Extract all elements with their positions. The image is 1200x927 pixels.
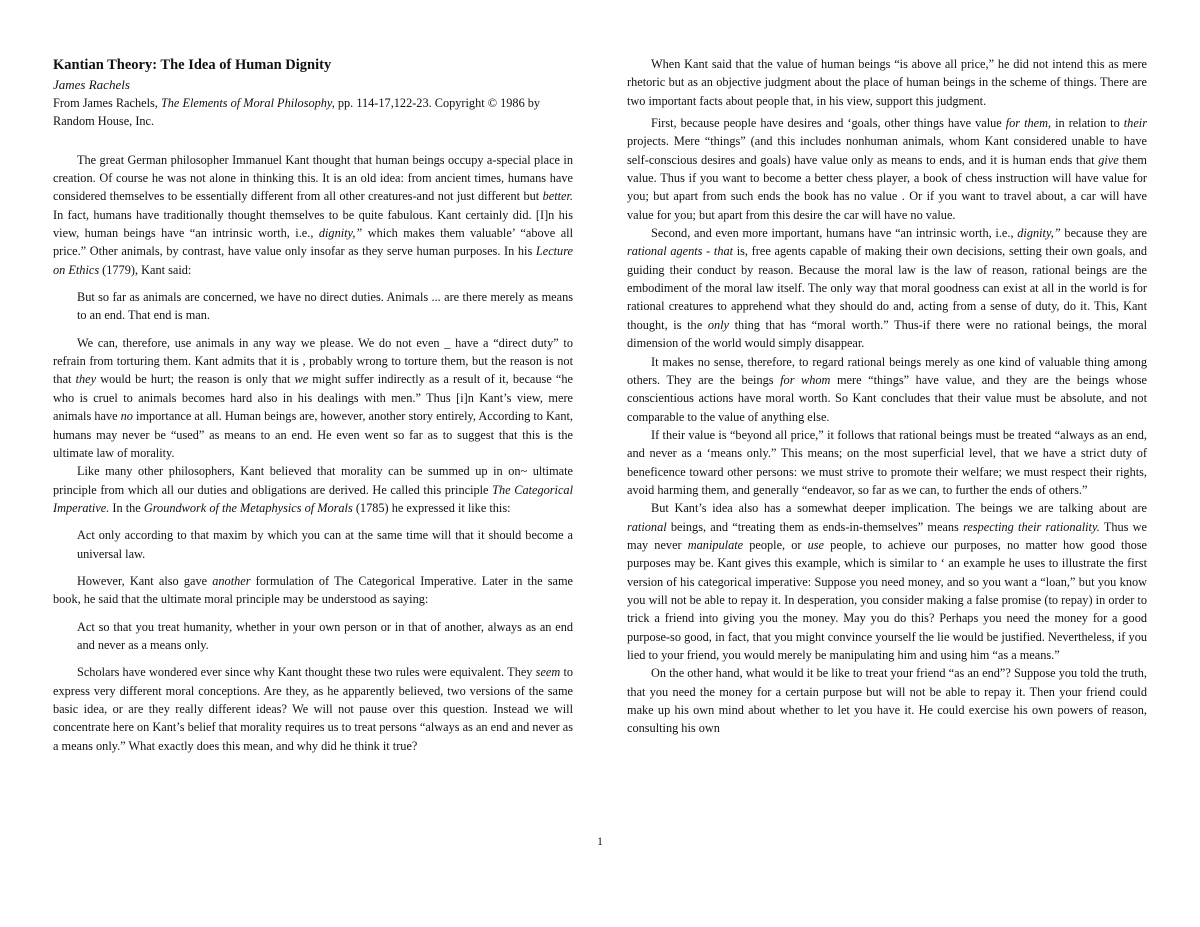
paragraph	[627, 499, 1147, 664]
source-citation	[53, 94, 573, 131]
emphasis-text: their	[1123, 116, 1147, 131]
text-run: because they are	[1060, 226, 1147, 241]
text-run: to express very different moral conceptions. Are they, as he apparently believed, two versions of the same basic idea, or are they really different ideas? We will not pause over this question. Instead we will concentrate here on Kant’s belief that morality requires us to treat persons “always as an end and never as a means only.” What exactly does this mean, and why did he think it true?	[53, 665, 574, 753]
paragraph	[53, 572, 573, 609]
text-run: thing that has “moral worth.” Thus-if there were no rational beings, the moral dimension of the world would simply disappear.	[627, 317, 1147, 351]
text-run: people, or	[743, 537, 808, 552]
paragraph	[627, 55, 1147, 110]
emphasis-text: only	[707, 317, 729, 332]
emphasis-text: manipulate	[687, 537, 744, 552]
text-run: First, because people have desires and ‘goals, other things have value	[651, 116, 1006, 131]
text-run: But Kant’s idea also has a somewhat deeper implication. The beings we are talking about are	[651, 501, 1147, 516]
block-quote: Act only according to that maxim by which you can at the same time will that it should become a universal law.	[77, 528, 573, 561]
page-number: 1	[597, 836, 603, 848]
block-quote: Act so that you treat humanity, whether in your own person or in that of another, always as an end and never as a means only.	[77, 619, 573, 652]
text-run: We can, therefore, use animals in any way we please. We do not even _ have a “direct duty” to refrain from torturing them. Kant admits that it is , probably wrong to torture them, but the reason is not that	[53, 335, 573, 387]
text-run: If their value is “beyond all price,” it follows that rational beings must be treated “always as an end, and never as a ‘means only.” This means; on the most superficial level, that we have a strict duty of beneficence toward other persons: we must strive to promote their welfare; we must respect their rights, avoid harming them, and generally “endeavor, so far as we can, to further the ends of others.”	[627, 427, 1147, 497]
paragraph	[53, 462, 573, 517]
emphasis-text: no	[120, 409, 133, 424]
emphasis-text: we	[294, 372, 309, 387]
emphasis-text: dignity,”	[318, 226, 363, 241]
text-run: them value. Thus if you want to become a better chess player, a book of chess instruction will have value for you; but apart from such ends the book has no value . Or if you want to travel about, a car will have value for you; but apart from this desire the car will have no value.	[627, 152, 1147, 222]
text-run: When Kant said that the value of human beings “is above all price,” he did not intend this as mere rhetoric but as an objective judgment about the place of human beings in the scheme of things. There are two important facts about people that, in his view, support this judgment.	[627, 57, 1147, 108]
emphasis-text: dignity,”	[1017, 226, 1061, 241]
text-run: However, Kant also gave	[77, 573, 213, 588]
left-column	[53, 55, 573, 755]
source-prefix: From James Rachels,	[53, 96, 161, 110]
text-run: would be hurt; the reason is only that	[96, 372, 295, 387]
right-column	[627, 55, 1147, 738]
source-suffix: pp. 114-17,122-23. Copyright © 1986 by Random House, Inc.	[53, 96, 541, 129]
emphasis-text: better.	[542, 189, 573, 204]
text-run: On the other hand, what would it be like to treat your friend “as an end”? Suppose you told the truth, that you need the money for a certain purpose but will not be able to repay it. Then your friend could make up his own mind about whether to let you have it. He could exercise his own powers of reason, consulting his own	[627, 666, 1147, 736]
text-run: It makes no sense, therefore, to regard rational beings merely as one kind of valuable thing among others. They are the beings	[627, 354, 1147, 387]
paragraph	[53, 334, 573, 462]
text-run: might suffer indirectly as a result of it, because “he who is cruel to animals becomes hard also in his dealings with men.” Thus [i]n Kant’s view, mere animals have	[53, 372, 573, 424]
paragraph	[53, 663, 573, 755]
text-run: importance at all. Human beings are, however, another story entirely, According to Kant, humans may never be “used” as means to an end. He even went so far as to suggest that this is the ultimate law of morality.	[53, 409, 574, 460]
text-run: is, free agents capable of making their own decisions, setting their own goals, and guiding their conduct by reason. Because the moral law is the law of reason, rational beings are the embodiment of the moral law itself. The only way that moral goodness can exist at all in the world is for rational creatures to apprehend what they should do and, acting from a sense of duty, do it. This, Kant thought, is the	[627, 244, 1147, 332]
text-run: Scholars have wondered ever since why Kant thought these two rules were equivalent. They	[77, 665, 536, 680]
text-run: formulation of The Categorical Imperative. Later in the same book, he said that the ultimate moral principle may be understood as saying:	[53, 573, 574, 607]
source-book-title: The Elements of Moral Philosophy,	[160, 96, 335, 110]
paragraph	[627, 426, 1147, 499]
emphasis-text: Lecture on Ethics	[53, 244, 573, 277]
emphasis-text: another	[212, 573, 251, 588]
paragraph	[53, 151, 573, 279]
emphasis-text: respecting their rationality.	[963, 519, 1100, 534]
block-quote: But so far as animals are concerned, we have no direct duties. Animals ... are there merely as means to an end. That end is man.	[77, 290, 573, 323]
emphasis-text: seem	[535, 665, 561, 680]
text-run: (1785) he expressed it like this:	[352, 500, 511, 515]
emphasis-text: for whom	[780, 372, 831, 387]
emphasis-text: for them,	[1005, 116, 1052, 131]
emphasis-text: they	[75, 372, 97, 387]
paragraph	[627, 224, 1147, 352]
text-run: Thus we may never	[627, 519, 1147, 552]
text-run: The great German philosopher Immanuel Kant thought that human beings occupy a-special place in creation. Of course he was not alone in thinking this. It is an old idea: from ancient times, humans have considered themselves to be essentially different from all other creatures-and not just different but	[53, 152, 573, 204]
paragraph	[627, 664, 1147, 737]
article-author: James Rachels	[53, 77, 130, 92]
article-title: Kantian Theory: The Idea of Human Dignity	[53, 57, 332, 73]
text-run: In fact, humans have traditionally thought themselves to be quite fabulous. Kant certainly did. [I]n his view, human beings have “an intrinsic worth, i.e.,	[53, 207, 573, 241]
emphasis-text: The Categorical Imperative.	[53, 482, 573, 515]
emphasis-text: rational agents - that	[627, 244, 734, 259]
text-run: In the	[109, 500, 144, 515]
text-run: projects. Mere “things” (and this includes nonhuman animals, whom Kant considered unable to have self-conscious desires and goals) have value only as means to ends, and it is human ends that	[627, 134, 1147, 167]
text-run: Like many other philosophers, Kant believed that morality can be summed up in on~ ultimate principle from which all our duties and obligations are derived. He called this principle	[53, 464, 573, 497]
paragraph	[627, 353, 1147, 426]
text-run: which makes them valuable’ “above all price.” Other animals, by contrast, have value only insofar as they serve human purposes. In his	[53, 226, 573, 259]
text-run: in relation to	[1051, 116, 1124, 131]
text-run: beings, and “treating them as ends-in-themselves” means	[666, 519, 964, 534]
text-run: mere “things” have value, and they are the beings whose conscientious actions have moral worth. So Kant concludes that their value must be absolute, and not comparable to the value of anything else.	[627, 372, 1147, 424]
text-run: people, to achieve our purposes, no matter how good those purposes may be. Kant gives this example, which is similar to ‘ an example he uses to illustrate the first version of his categorical imperative: Suppose you need money, and so you want a “loan,” but you know you will not be able to repay it. In desperation, you consider making a false promise (to repay) in order to trick a friend into giving you the money. May you do this? Perhaps you need the money for a good purpose-so good, in fact, that you might convince yourself the lie would be justified. Nevertheless, if you lied to your friend, you would merely be manipulating him and using him “as a means.”	[627, 537, 1147, 662]
text-run: (1779), Kant said:	[99, 262, 192, 277]
emphasis-text: Groundwork of the Metaphysics of Morals	[143, 500, 353, 515]
emphasis-text: give	[1098, 152, 1119, 167]
paragraph	[627, 114, 1147, 224]
emphasis-text: rational	[627, 519, 667, 534]
emphasis-text: use	[807, 537, 825, 552]
text-run: Second, and even more important, humans have “an intrinsic worth, i.e.,	[651, 226, 1018, 241]
